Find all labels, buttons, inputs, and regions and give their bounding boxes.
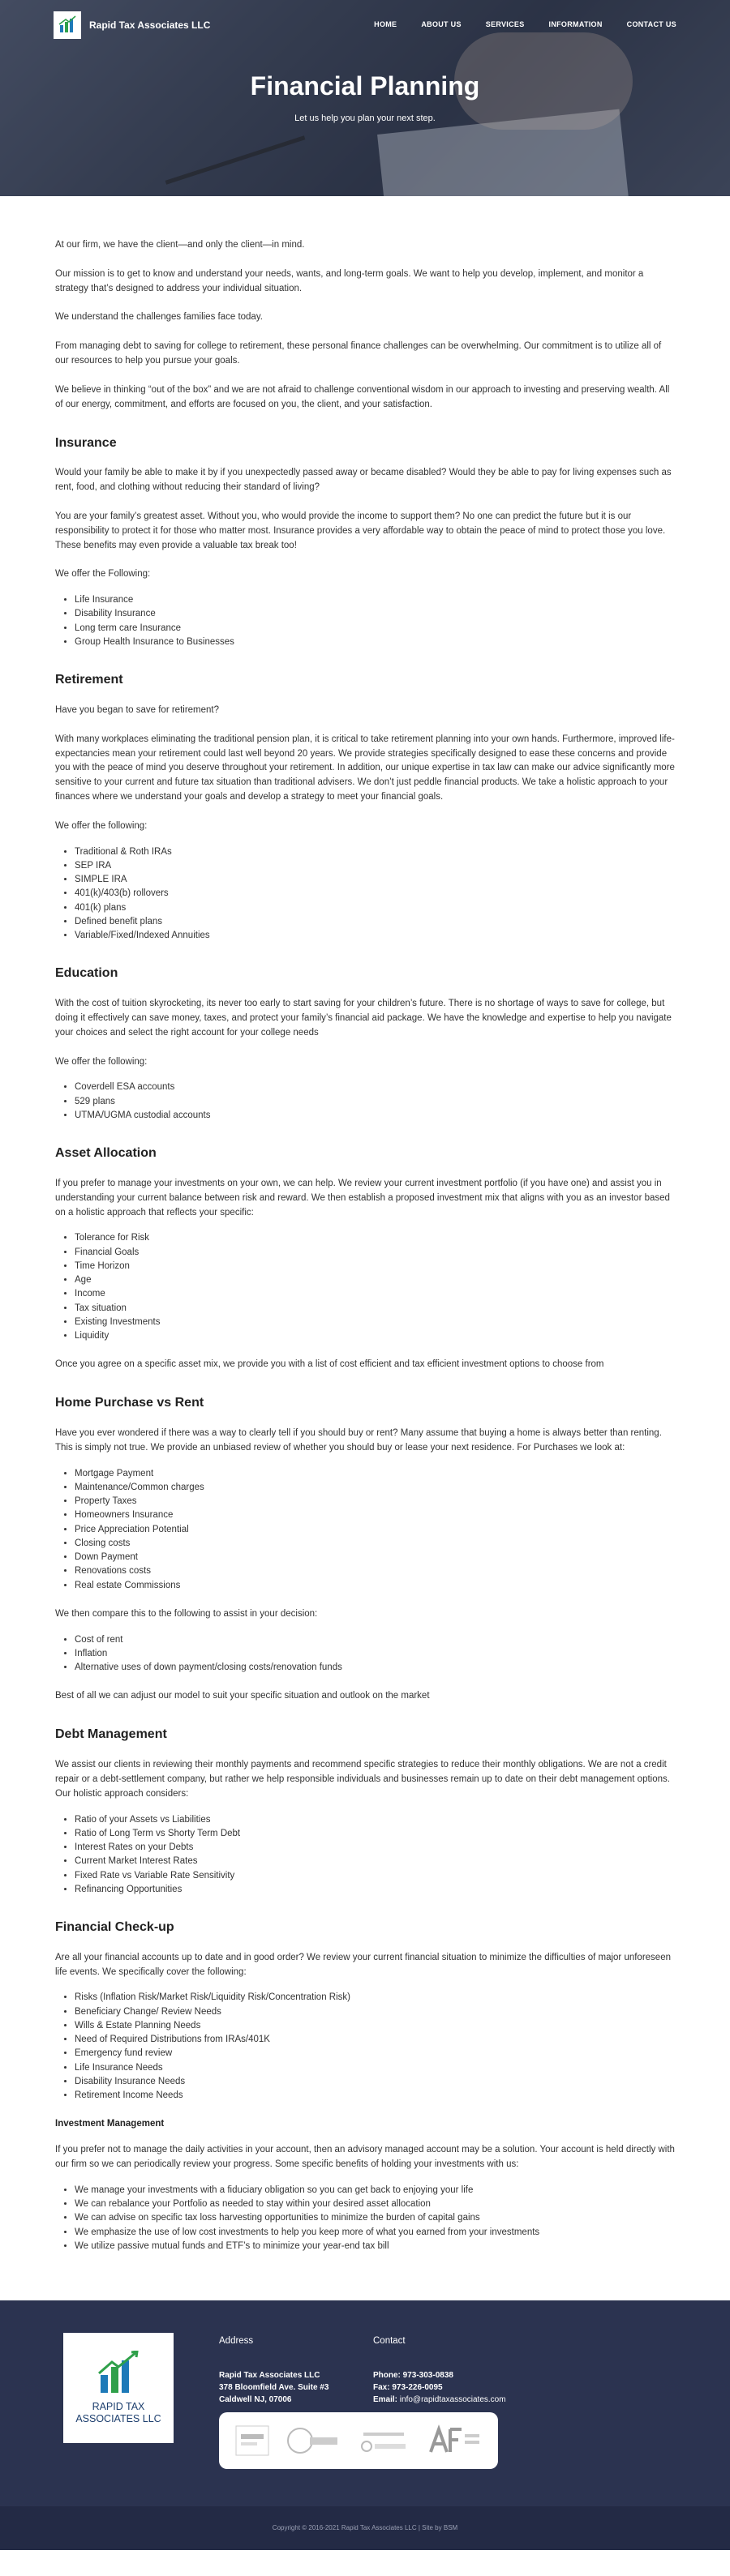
investment-paragraph: If you prefer not to manage the daily activities in your account, then an advisory managed account may be a solution. Your account is held directly with our firm so we can periodically review your progress. Some specific benefits of holding your investments with us: — [55, 2145, 675, 2170]
section-heading-debt-management: Debt Management — [55, 1727, 167, 1742]
footer-address-heading: Address — [219, 2336, 254, 2347]
retirement-paragraph: Have you began to save for retirement? — [55, 704, 220, 715]
list-item: • 401(k)/403(b) rollovers — [75, 887, 675, 901]
list-item: • Interest Rates on your Debts — [75, 1841, 675, 1855]
list-item: • Refinancing Opportunities — [75, 1883, 675, 1897]
footer-address-line: Rapid Tax Associates LLC — [219, 2371, 320, 2381]
top-navigation-bar — [0, 0, 730, 50]
section-heading-home-purchase: Home Purchase vs Rent — [55, 1396, 204, 1410]
list-item: • We utilize passive mutual funds and ETF’s to minimize your year-end tax bill — [75, 2240, 675, 2253]
list-item: • Life Insurance — [75, 593, 675, 607]
site-logo[interactable] — [54, 11, 81, 39]
list-item: • Disability Insurance Needs — [75, 2075, 675, 2089]
list-item: • Inflation — [75, 1647, 675, 1661]
footer-email-label: Email: — [373, 2395, 400, 2405]
debt-paragraph: We assist our clients in reviewing their monthly payments and recommend specific strategies to reduce their monthly obligations. We are not a credit repair or a debt-settlement company, but rather we help responsible individuals and businesses remain up to date on their debt management options. Our holistic approach considers: — [55, 1760, 670, 1799]
logo-chart-icon — [94, 2351, 143, 2396]
main-nav — [374, 19, 676, 31]
asset-paragraph: Once you agree on a specific asset mix, we provide you with a list of cost efficient and tax efficient investment options to choose from — [55, 1359, 604, 1370]
list-item: • Maintenance/Common charges — [75, 1481, 675, 1495]
list-item: • Need of Required Distributions from IRAs/401K — [75, 2033, 675, 2047]
list-item: • Tax situation — [75, 1302, 675, 1316]
list-item: • SEP IRA — [75, 859, 675, 873]
nav-information[interactable]: INFORMATION — [548, 20, 603, 29]
footer-logo-text — [75, 2401, 161, 2425]
list-item: • UTMA/UGMA custodial accounts — [75, 1109, 675, 1123]
footer-contact-heading: Contact — [373, 2336, 406, 2347]
footer-fax: Fax: 973-226-0095 — [373, 2383, 443, 2393]
footer-address-line: 378 Bloomfield Ave. Suite #3 — [219, 2383, 329, 2393]
af-network-badge-icon — [426, 2424, 483, 2457]
debt-list — [75, 1813, 675, 1898]
footer-contact-column — [373, 2334, 506, 2406]
education-offer-label: We offer the following: — [55, 1056, 148, 1067]
nav-home[interactable]: HOME — [374, 20, 397, 29]
section-heading-asset-allocation: Asset Allocation — [55, 1146, 157, 1161]
aicpa-badge-icon — [284, 2424, 341, 2457]
nav-services[interactable]: SERVICES — [485, 20, 525, 29]
list-item: • Group Health Insurance to Businesses — [75, 635, 675, 649]
list-item: • SIMPLE IRA — [75, 873, 675, 887]
logo-chart-icon — [57, 15, 78, 36]
list-item: • Existing Investments — [75, 1316, 675, 1329]
insurance-offer-label: We offer the Following: — [55, 569, 151, 580]
home-purchase-list — [75, 1467, 675, 1593]
home-paragraph: Best of all we can adjust our model to suit your specific situation and outlook on the market — [55, 1691, 430, 1701]
hero-banner — [0, 0, 730, 196]
list-item: • Disability Insurance — [75, 607, 675, 621]
brand-name[interactable]: Rapid Tax Associates LLC — [89, 19, 211, 31]
list-item: • We emphasize the use of low cost investments to help you keep more of what you earned from your investments — [75, 2226, 675, 2240]
footer-logo-line: ASSOCIATES LLC — [75, 2413, 161, 2425]
list-item: • Alternative uses of down payment/closing costs/renovation funds — [75, 1661, 675, 1675]
insurance-paragraph: Would your family be able to make it by if you unexpectedly passed away or became disabled? Would they be able to pay for living expenses such as rent, food, and clothing without reducing their standard of living? — [55, 468, 672, 493]
site-footer — [0, 2300, 730, 2550]
intuit-badge-icon — [234, 2424, 270, 2457]
list-item: • 401(k) plans — [75, 901, 675, 915]
home-compare-list — [75, 1633, 675, 1675]
list-item: • Renovations costs — [75, 1564, 675, 1578]
insurance-list — [75, 593, 675, 649]
section-heading-financial-checkup: Financial Check-up — [55, 1920, 174, 1935]
list-item: • Current Market Interest Rates — [75, 1855, 675, 1868]
list-item: • Traditional & Roth IRAs — [75, 845, 675, 859]
education-paragraph: With the cost of tuition skyrocketing, its never too early to start saving for your children’s future. There is no shortage of ways to save for college, but doing it effectively can save money, taxes, and protect your family’s financial aid package. We have the knowledge and expertise to help you navigate your choices and select the right account for your college needs — [55, 999, 672, 1038]
intro-paragraph: Our mission is to get to know and understand your needs, wants, and long-term goals. We want to help you develop, implement, and monitor a strategy that’s designed to address your individual situation. — [55, 268, 644, 293]
nav-contact-us[interactable]: CONTACT US — [626, 20, 676, 29]
section-heading-insurance: Insurance — [55, 435, 117, 450]
list-item: • Property Taxes — [75, 1495, 675, 1508]
list-item: • Coverdell ESA accounts — [75, 1080, 675, 1094]
list-item: • Mortgage Payment — [75, 1467, 675, 1481]
list-item: • Price Appreciation Potential — [75, 1523, 675, 1537]
copyright-bar: Copyright © 2016-2021 Rapid Tax Associates LLC | Site by BSM — [0, 2506, 730, 2550]
list-item: • We can rebalance your Portfolio as needed to stay within your desired asset allocation — [75, 2197, 675, 2211]
list-item: • Defined benefit plans — [75, 915, 675, 929]
list-item: • Emergency fund review — [75, 2047, 675, 2060]
home-paragraph: Have you ever wondered if there was a way to clearly tell if you should buy or rent? Many assume that buying a home is always better than renting. This is simply not true. We provide an unbiased review of whether you should buy or lease your next residence. For Purchases we look at: — [55, 1428, 662, 1453]
education-list — [75, 1080, 675, 1123]
list-item: • Variable/Fixed/Indexed Annuities — [75, 929, 675, 943]
list-item: • Life Insurance Needs — [75, 2061, 675, 2075]
affiliation-badges — [219, 2412, 498, 2469]
list-item: • We manage your investments with a fiduciary obligation so you can get back to enjoying your life — [75, 2184, 675, 2197]
investment-list — [75, 2184, 675, 2253]
list-item: • Cost of rent — [75, 1633, 675, 1647]
footer-logo[interactable] — [63, 2333, 174, 2443]
footer-address-line: Caldwell NJ, 07006 — [219, 2395, 292, 2405]
nav-about-us[interactable]: ABOUT US — [421, 20, 462, 29]
asset-list — [75, 1231, 675, 1343]
section-heading-education: Education — [55, 966, 118, 981]
list-item: • Liquidity — [75, 1329, 675, 1343]
list-item: • Wills & Estate Planning Needs — [75, 2019, 675, 2033]
list-item: • Financial Goals — [75, 1246, 675, 1260]
powered-by-badge-icon — [355, 2424, 412, 2457]
footer-email-link[interactable]: info@rapidtaxassociates.com — [399, 2395, 506, 2405]
list-item: • Down Payment — [75, 1551, 675, 1564]
list-item: • Time Horizon — [75, 1260, 675, 1273]
list-item: • Tolerance for Risk — [75, 1231, 675, 1245]
home-paragraph: We then compare this to the following to assist in your decision: — [55, 1608, 318, 1619]
intro-paragraph: We understand the challenges families face today. — [55, 312, 263, 323]
list-item: • Ratio of Long Term vs Shorty Term Debt — [75, 1827, 675, 1841]
retirement-list — [75, 845, 675, 944]
list-item: • Closing costs — [75, 1537, 675, 1551]
asset-paragraph: If you prefer to manage your investments on your own, we can help. We review your current investment portfolio (if you have one) and assist you in understanding your current balance between risk and reward. We then establish a proposed investment mix that aligns with you as an investor based on a holistic approach that reflects your specific: — [55, 1179, 670, 1217]
intro-paragraph: We believe in thinking “out of the box” and we are not afraid to challenge conventional wisdom in our approach to investing and preserving wealth. All of our energy, commitment, and efforts are focused on you, the client, and your satisfaction. — [55, 384, 670, 409]
list-item: • 529 plans — [75, 1095, 675, 1109]
checkup-paragraph: Are all your financial accounts up to date and in good order? We review your current financial situation to minimize the difficulties of major unforeseen life events. We specifically cover the following: — [55, 1952, 671, 1977]
list-item: • Retirement Income Needs — [75, 2089, 675, 2103]
section-heading-retirement: Retirement — [55, 673, 123, 687]
list-item: • Ratio of your Assets vs Liabilities — [75, 1813, 675, 1827]
list-item: • Fixed Rate vs Variable Rate Sensitivity — [75, 1869, 675, 1883]
footer-phone[interactable]: Phone: 973-303-0838 — [373, 2371, 453, 2381]
page-subtitle: Let us help you plan your next step. — [294, 113, 436, 123]
list-item: • Age — [75, 1273, 675, 1287]
insurance-paragraph: You are your family’s greatest asset. Without you, who would provide the income to support them? No one can predict the future but it is our responsibility to protect it for those who matter most. Insurance provides a very affordable way to obtain the peace of mind to protect those you love. These benefits may even provide a valuable tax break too! — [55, 511, 666, 550]
page-title: Financial Planning — [250, 71, 480, 101]
section-heading-investment-management: Investment Management — [55, 2119, 165, 2129]
intro-paragraph: At our firm, we have the client—and only the client—in mind. — [55, 240, 305, 250]
footer-logo-line: RAPID TAX — [92, 2401, 145, 2413]
retirement-paragraph: With many workplaces eliminating the traditional pension plan, it is critical to take retirement planning into your own hands. Furthermore, improved life-expectancies mean your retirement could last well beyond 20 years. We provide strategies specifically designed to ease these concerns and provide you with the peace of mind you deserve throughout your retirement. In addition, our unique expertise in tax law can make our advice significantly more sensitive to your current and future tax situation than traditional advisers. We don’t just peddle financial products. We take a holistic approach to your finances where we understand your goals and develop a strategy to meet your financial goals. — [55, 734, 675, 802]
list-item: • Homeowners Insurance — [75, 1508, 675, 1522]
list-item: • Income — [75, 1287, 675, 1301]
list-item: • Risks (Inflation Risk/Market Risk/Liquidity Risk/Concentration Risk) — [75, 1991, 675, 2005]
retirement-offer-label: We offer the following: — [55, 820, 148, 831]
intro-paragraph: From managing debt to saving for college to retirement, these personal finance challenges can be overwhelming. Our commitment is to utilize all of our resources to help you pursue your goals. — [55, 341, 662, 366]
checkup-list — [75, 1991, 675, 2103]
list-item: • We can advise on specific tax loss harvesting opportunities to minimize the burden of capital gains — [75, 2211, 675, 2225]
footer-address-column — [219, 2334, 328, 2406]
main-content — [0, 196, 730, 2300]
list-item: • Long term care Insurance — [75, 622, 675, 635]
list-item: • Real estate Commissions — [75, 1579, 675, 1593]
list-item: • Beneficiary Change/ Review Needs — [75, 2005, 675, 2019]
